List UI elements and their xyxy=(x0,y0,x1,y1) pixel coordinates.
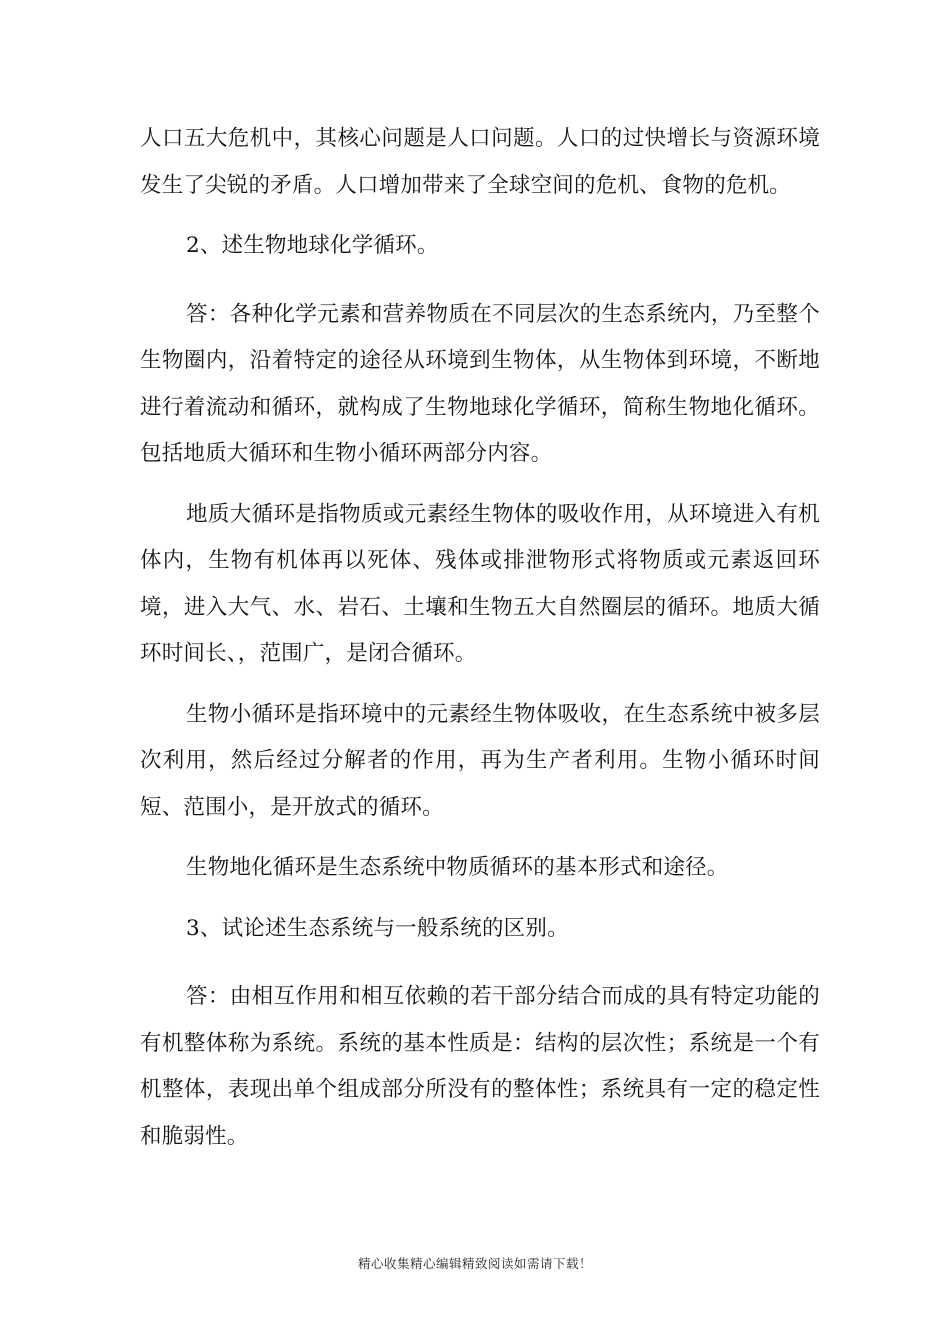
question-heading-2: 2、述生物地球化学循环。 xyxy=(186,233,439,258)
document-body xyxy=(140,116,820,1160)
question-heading-3: 3、试论述生态系统与一般系统的区别。 xyxy=(186,915,569,941)
paragraph-continuation: 人口五大危机中，其核心问题是人口问题。人口的过快增长与资源环境发生了尖锐的矛盾。人口增加带来了全球空间的危机、食物的危机。 xyxy=(140,126,820,198)
paragraph-geological-cycle: 地质大循环是指物质或元素经生物体的吸收作用，从环境进入有机体内，生物有机体再以死体、残体或排泄物形式将物质或元素返回环境，进入大气、水、岩石、土壤和生物五大自然圈层的循环。地质大循环时间长、，范围广，是闭合循环。 xyxy=(140,501,820,666)
answer-paragraph-2: 答：各种化学元素和营养物质在不同层次的生态系统内，乃至整个生物圈内，沿着特定的途径从环境到生物体，从生物体到环境，不断地进行着流动和循环，就构成了生物地球化学循环，简称生物地化循环。包括地质大循环和生物小循环两部分内容。 xyxy=(140,301,820,466)
answer-paragraph-3: 答：由相互作用和相互依赖的若干部分结合而成的具有特定功能的有机整体称为系统。系统的基本性质是：结构的层次性；系统是一个有机整体，表现出单个组成部分所没有的整体性；系统具有一定的稳定性和脆弱性。 xyxy=(140,984,820,1149)
paragraph-biological-cycle: 生物小循环是指环境中的元素经生物体吸收，在生态系统中被多层次利用，然后经过分解者的作用，再为生产者利用。生物小循环时间短、范围小，是开放式的循环。 xyxy=(140,701,820,820)
paragraph-biogeochemical-summary: 生物地化循环是生态系统中物质循环的基本形式和途径。 xyxy=(186,855,729,880)
page-footer: 精心收集精心编辑精致阅读如需请下载！ xyxy=(357,1256,592,1271)
